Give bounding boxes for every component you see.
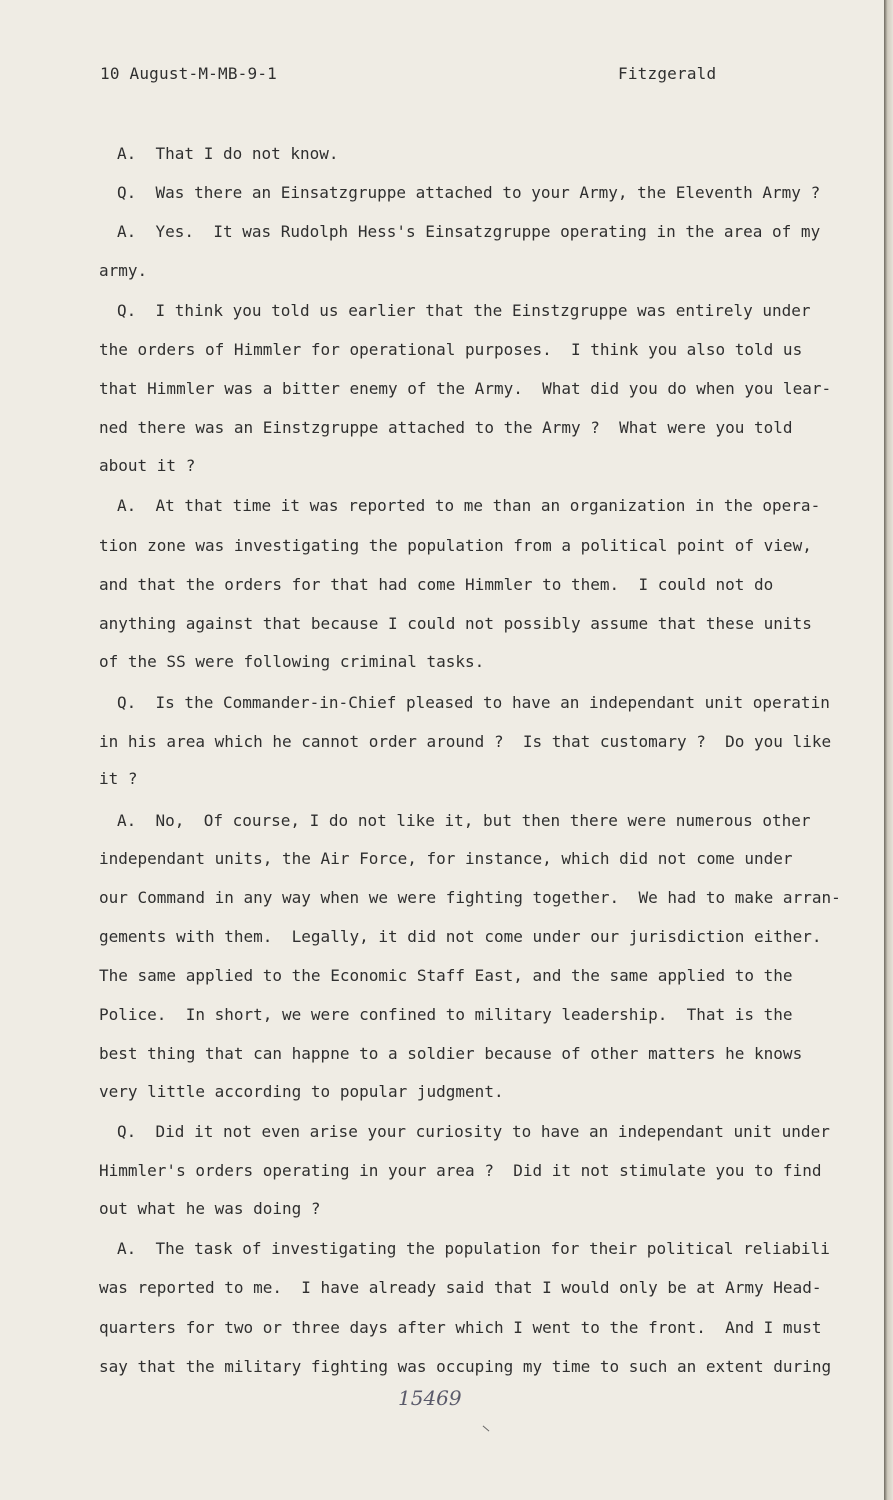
- line-text: Q. Is the Commander-in-Chief pleased to have an independant unit operatin: [117, 693, 830, 712]
- handwritten-page-number: 15469: [398, 1386, 462, 1410]
- text-line: [0, 730, 884, 754]
- text-line: [0, 767, 884, 791]
- line-text: our Command in any way when we were fighting together. We had to make arran-: [99, 888, 841, 907]
- text-line: [0, 1355, 884, 1379]
- text-line: [0, 612, 884, 636]
- line-text: about it ?: [99, 456, 196, 475]
- pencil-mark: [483, 1426, 490, 1432]
- line-text: of the SS were following criminal tasks.: [99, 652, 485, 671]
- text-line: [0, 259, 884, 283]
- text-line: [0, 964, 884, 988]
- line-text: the orders of Himmler for operational purposes. I think you also told us: [99, 340, 803, 359]
- text-line: [0, 847, 884, 871]
- text-line: [0, 1080, 884, 1104]
- text-line: [0, 416, 884, 440]
- line-text: and that the orders for that had come Himmler to them. I could not do: [99, 575, 774, 594]
- line-text: A. No, Of course, I do not like it, but then there were numerous other: [117, 811, 811, 830]
- line-text: Q. I think you told us earlier that the Einstzgruppe was entirely under: [117, 301, 811, 320]
- text-line: [0, 925, 884, 949]
- line-text: The same applied to the Economic Staff East, and the same applied to the: [99, 966, 793, 985]
- text-line: [0, 1237, 884, 1261]
- line-text: ned there was an Einstzgruppe attached to the Army ? What were you told: [99, 418, 793, 437]
- text-line: [0, 691, 884, 715]
- text-line: [0, 338, 884, 362]
- line-text: it ?: [99, 769, 138, 788]
- line-text: say that the military fighting was occuping my time to such an extent during: [99, 1357, 832, 1376]
- text-line: [0, 534, 884, 558]
- text-line: [0, 299, 884, 323]
- line-text: Police. In short, we were confined to military leadership. That is the: [99, 1005, 793, 1024]
- line-text: A. Yes. It was Rudolph Hess's Einsatzgruppe operating in the area of my: [117, 222, 821, 241]
- text-line: [0, 886, 884, 910]
- speaker-name: Fitzgerald: [618, 64, 717, 83]
- line-text: was reported to me. I have already said that I would only be at Army Head-: [99, 1278, 822, 1297]
- line-text: best thing that can happne to a soldier because of other matters he knows: [99, 1044, 803, 1063]
- text-line: [0, 494, 884, 518]
- line-text: A. The task of investigating the population for their political reliabili: [117, 1239, 830, 1258]
- line-text: A. At that time it was reported to me than an organization in the opera-: [117, 496, 821, 515]
- line-text: very little according to popular judgment.: [99, 1082, 504, 1101]
- text-line: [0, 1197, 884, 1221]
- line-text: gements with them. Legally, it did not come under our jurisdiction either.: [99, 927, 822, 946]
- text-line: [0, 573, 884, 597]
- line-text: Q. Was there an Einsatzgruppe attached to your Army, the Eleventh Army ?: [117, 183, 821, 202]
- line-text: tion zone was investigating the population from a political point of view,: [99, 536, 812, 555]
- line-text: out what he was doing ?: [99, 1199, 321, 1218]
- page-edge-shadow: [884, 0, 893, 1500]
- line-text: A. That I do not know.: [117, 144, 339, 163]
- text-line: [0, 220, 884, 244]
- text-line: [0, 142, 884, 166]
- text-line: [0, 809, 884, 833]
- line-text: army.: [99, 261, 148, 280]
- text-line: [0, 377, 884, 401]
- line-text: in his area which he cannot order around ? Is that customary ? Do you like: [99, 732, 832, 751]
- text-line: [0, 454, 884, 478]
- line-text: that Himmler was a bitter enemy of the Army. What did you do when you lear-: [99, 379, 832, 398]
- text-line: [0, 1159, 884, 1183]
- text-line: [0, 1042, 884, 1066]
- text-line: [0, 1003, 884, 1027]
- text-line: [0, 1276, 884, 1300]
- line-text: Q. Did it not even arise your curiosity to have an independant unit under: [117, 1122, 830, 1141]
- text-line: [0, 1316, 884, 1340]
- line-text: independant units, the Air Force, for instance, which did not come under: [99, 849, 793, 868]
- text-line: [0, 650, 884, 674]
- line-text: anything against that because I could not possibly assume that these units: [99, 614, 812, 633]
- line-text: quarters for two or three days after which I went to the front. And I must: [99, 1318, 822, 1337]
- line-text: Himmler's orders operating in your area ? Did it not stimulate you to find: [99, 1161, 822, 1180]
- text-line: [0, 1120, 884, 1144]
- text-line: [0, 181, 884, 205]
- document-reference: 10 August-M-MB-9-1: [100, 64, 277, 83]
